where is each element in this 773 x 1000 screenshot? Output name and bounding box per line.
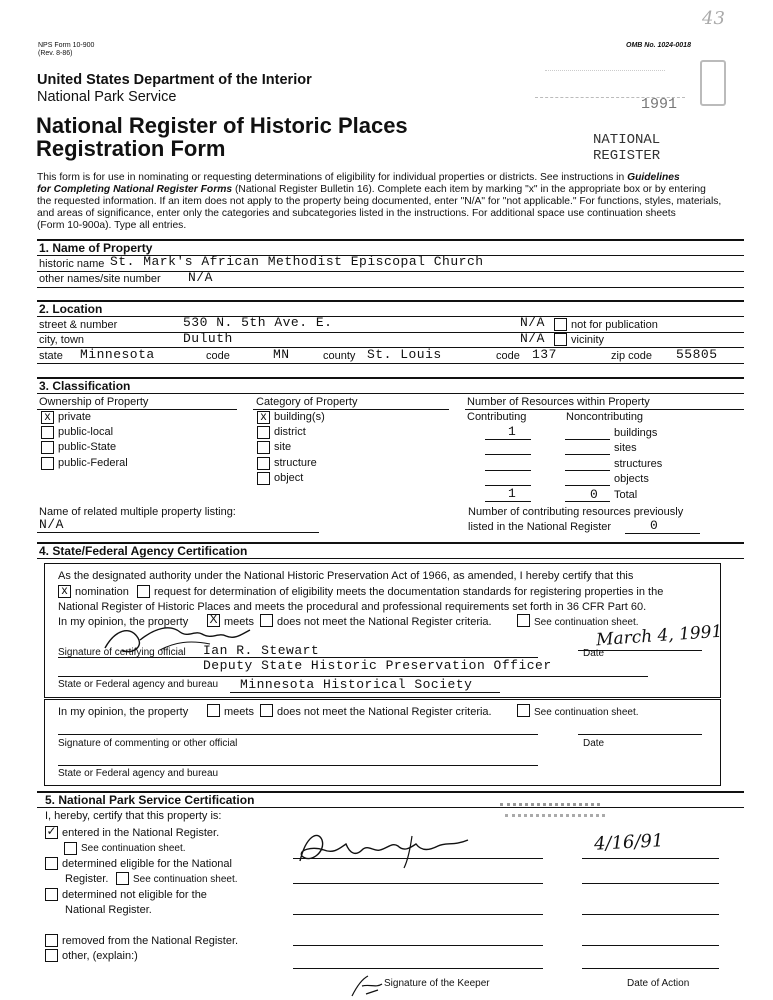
other-names-label: other names/site number xyxy=(39,273,161,285)
state-code-label: code xyxy=(206,350,230,362)
total-contributing[interactable]: 1 xyxy=(508,486,517,501)
city-label: city, town xyxy=(39,334,85,346)
form-number: NPS Form 10-900 xyxy=(38,42,95,49)
ownership-public-state-label: public-State xyxy=(58,441,117,453)
removed-label: removed from the National Register. xyxy=(62,935,239,947)
county-code-value[interactable]: 137 xyxy=(532,347,557,362)
multiple-listing-label: Name of related multiple property listing: xyxy=(39,506,236,518)
corner-note: 43 xyxy=(702,8,725,29)
action-date-value[interactable]: 4/16/91 xyxy=(593,830,664,855)
section2-title: 2. Location xyxy=(39,302,103,316)
agency2-label: State or Federal agency and bureau xyxy=(58,768,219,779)
does-not-meet2-label: does not meet the National Register criteria. xyxy=(277,706,492,718)
meets2-checkbox[interactable] xyxy=(207,704,220,717)
service-name: National Park Service xyxy=(37,89,177,105)
county-value[interactable]: St. Louis xyxy=(367,347,442,362)
multiple-listing-value[interactable]: N/A xyxy=(39,517,64,532)
certification-text-line2: request for determination of eligibility meets the documentation standards for registering properties in the xyxy=(154,586,664,598)
form-revision: (Rev. 8-86) xyxy=(38,50,73,57)
see-continuation2-label: See continuation sheet. xyxy=(534,707,639,718)
entered-register-label: entered in the National Register. xyxy=(62,827,220,839)
received-marks xyxy=(500,797,610,823)
total-label: Total xyxy=(614,489,638,501)
certification-date-value[interactable]: March 4, 1991 xyxy=(595,621,723,651)
ownership-public-local-checkbox[interactable] xyxy=(41,426,54,439)
request-determination-checkbox[interactable] xyxy=(137,585,150,598)
total-noncontributing[interactable]: 0 xyxy=(590,487,599,502)
meets-label: meets xyxy=(224,616,254,628)
see-cont-2-label: See continuation sheet. xyxy=(133,874,238,885)
section5-title: 5. National Park Service Certification xyxy=(45,793,255,807)
section1-title: 1. Name of Property xyxy=(39,241,153,255)
category-buildings-label: building(s) xyxy=(274,411,325,423)
other-label: other, (explain:) xyxy=(62,950,138,962)
previously-listed-value[interactable]: 0 xyxy=(650,518,659,533)
not-for-publication-checkbox[interactable] xyxy=(554,318,567,331)
category-site-label: site xyxy=(274,441,292,453)
agency-label: State or Federal agency and bureau xyxy=(58,679,219,690)
buildings-contributing[interactable]: 1 xyxy=(508,424,517,439)
see-cont-1-label: See continuation sheet. xyxy=(81,843,186,854)
category-object-label: object xyxy=(274,472,304,484)
historic-name-value[interactable]: St. Mark's African Methodist Episcopal Church xyxy=(110,254,484,269)
nomination-checkbox[interactable]: x xyxy=(58,585,71,598)
certification-text-line1: As the designated authority under the National Historic Preservation Act of 1966, as amended, I hereby certify that this xyxy=(58,570,634,582)
noncontributing-header: Noncontributing xyxy=(566,411,644,423)
determined-eligible-checkbox[interactable] xyxy=(45,857,58,870)
state-code-value[interactable]: MN xyxy=(273,347,290,362)
see-cont-2-checkbox[interactable] xyxy=(116,872,129,885)
keeper-initials xyxy=(348,972,388,998)
not-eligible-label-1: determined not eligible for the xyxy=(62,889,207,901)
stamp-register: REGISTER xyxy=(593,148,661,164)
nps-certify-intro: I, hereby, certify that this property is: xyxy=(45,810,222,822)
nomination-label: nomination xyxy=(75,586,129,598)
determined-eligible-label-2: Register. xyxy=(65,873,109,885)
meets-checkbox[interactable]: X xyxy=(207,614,220,627)
sites-label: sites xyxy=(614,442,637,454)
previously-listed-label-1: Number of contributing resources previously xyxy=(468,506,684,518)
determined-eligible-label-1: determined eligible for the National xyxy=(62,858,232,870)
stamp-date: 1991 xyxy=(641,96,678,113)
not-eligible-checkbox[interactable] xyxy=(45,888,58,901)
category-header: Category of Property xyxy=(256,396,358,408)
meets2-label: meets xyxy=(224,706,254,718)
keeper-signature xyxy=(292,826,482,871)
county-label: county xyxy=(323,350,356,362)
not-for-publication-label: not for publication xyxy=(571,319,658,331)
street-label: street & number xyxy=(39,319,118,331)
not-eligible-label-2: National Register. xyxy=(65,904,152,916)
category-district-checkbox[interactable] xyxy=(257,426,270,439)
keeper-signature-label: Signature of the Keeper xyxy=(384,978,490,989)
category-buildings-checkbox[interactable]: x xyxy=(257,411,270,424)
signature-label: Signature of certifying official xyxy=(58,647,186,658)
other-names-value[interactable]: N/A xyxy=(188,270,213,285)
form-title-line2: Registration Form xyxy=(36,136,226,161)
section4-title: 4. State/Federal Agency Certification xyxy=(39,544,248,558)
entered-register-checkbox[interactable]: ✓ xyxy=(46,824,57,838)
vicinity-checkbox[interactable] xyxy=(554,333,567,346)
date-of-action-label: Date of Action xyxy=(627,978,690,989)
ownership-header: Ownership of Property xyxy=(39,396,149,408)
vicinity-label: vicinity xyxy=(571,334,605,346)
state-label: state xyxy=(39,350,63,362)
does-not-meet-label: does not meet the National Register criteria. xyxy=(277,616,492,628)
category-structure-label: structure xyxy=(274,457,317,469)
county-code-label: code xyxy=(496,350,520,362)
does-not-meet-checkbox[interactable] xyxy=(260,614,273,627)
state-value[interactable]: Minnesota xyxy=(80,347,155,362)
form-title-line1: National Register of Historic Places xyxy=(36,113,408,138)
see-cont-1-checkbox[interactable] xyxy=(64,842,77,855)
omb-number: OMB No. 1024-0018 xyxy=(626,42,691,49)
resources-header: Number of Resources within Property xyxy=(467,396,650,408)
agency-value[interactable]: Minnesota Historical Society xyxy=(240,677,473,692)
ownership-public-federal-checkbox[interactable] xyxy=(41,457,54,470)
commenting-official-label: Signature of commenting or other official xyxy=(58,738,238,749)
street-na: N/A xyxy=(520,315,545,330)
department-name: United States Department of the Interior xyxy=(37,72,312,88)
opinion2-prefix: In my opinion, the property xyxy=(58,706,189,718)
category-district-label: district xyxy=(274,426,306,438)
city-na: N/A xyxy=(520,331,545,346)
stamp-national: NATIONAL xyxy=(593,132,661,148)
category-object-checkbox[interactable] xyxy=(257,472,270,485)
removed-checkbox[interactable] xyxy=(45,934,58,947)
category-structure-checkbox[interactable] xyxy=(257,457,270,470)
ownership-private-checkbox[interactable]: x xyxy=(41,411,54,424)
previously-listed-label-2: listed in the National Register xyxy=(468,521,612,533)
zip-label: zip code xyxy=(611,350,652,362)
ownership-public-state-checkbox[interactable] xyxy=(41,441,54,454)
ownership-private-label: private xyxy=(58,411,92,423)
objects-label: objects xyxy=(614,473,649,485)
opinion-prefix: In my opinion, the property xyxy=(58,616,189,628)
structures-label: structures xyxy=(614,458,663,470)
other-checkbox[interactable] xyxy=(45,949,58,962)
section3-title: 3. Classification xyxy=(39,379,131,393)
signer-title: Deputy State Historic Preservation Officer xyxy=(203,658,552,673)
received-stamp xyxy=(535,52,735,172)
ownership-public-federal-label: public-Federal xyxy=(58,457,128,469)
certification-text-line3: National Register of Historic Places and meets the procedural and professional requirements set forth in 36 CFR Part 60. xyxy=(58,601,647,613)
street-value[interactable]: 530 N. 5th Ave. E. xyxy=(183,315,333,330)
contributing-header: Contributing xyxy=(467,411,527,423)
date-label: Date xyxy=(583,648,605,659)
date2-label: Date xyxy=(583,738,605,749)
intro-paragraph: This form is for use in nominating or requesting determinations of eligibility for individual properties or districts. See instructions in Guidelines for Completing National Register Forms (National Register Bulletin 16). Complete each item by marking "x" in the appropriate box or by entering the requested information. If an item does not apply to the property being documented, enter "N/A" for "not applicable." For functions, styles, materials, and areas of significance, enter only the categories and subcategories listed in the instructions. For additional space use continuation sheets (Form 10-900a). Type all entries. xyxy=(37,172,722,231)
see-continuation2-checkbox[interactable] xyxy=(517,704,530,717)
category-site-checkbox[interactable] xyxy=(257,441,270,454)
ownership-public-local-label: public-local xyxy=(58,426,114,438)
city-value[interactable]: Duluth xyxy=(183,331,233,346)
buildings-label: buildings xyxy=(614,427,658,439)
see-continuation-label: See continuation sheet. xyxy=(534,617,639,628)
signer-name: Ian R. Stewart xyxy=(203,643,320,658)
historic-name-label: historic name xyxy=(39,258,105,270)
does-not-meet2-checkbox[interactable] xyxy=(260,704,273,717)
see-continuation-checkbox[interactable] xyxy=(517,614,530,627)
zip-value[interactable]: 55805 xyxy=(676,347,718,362)
